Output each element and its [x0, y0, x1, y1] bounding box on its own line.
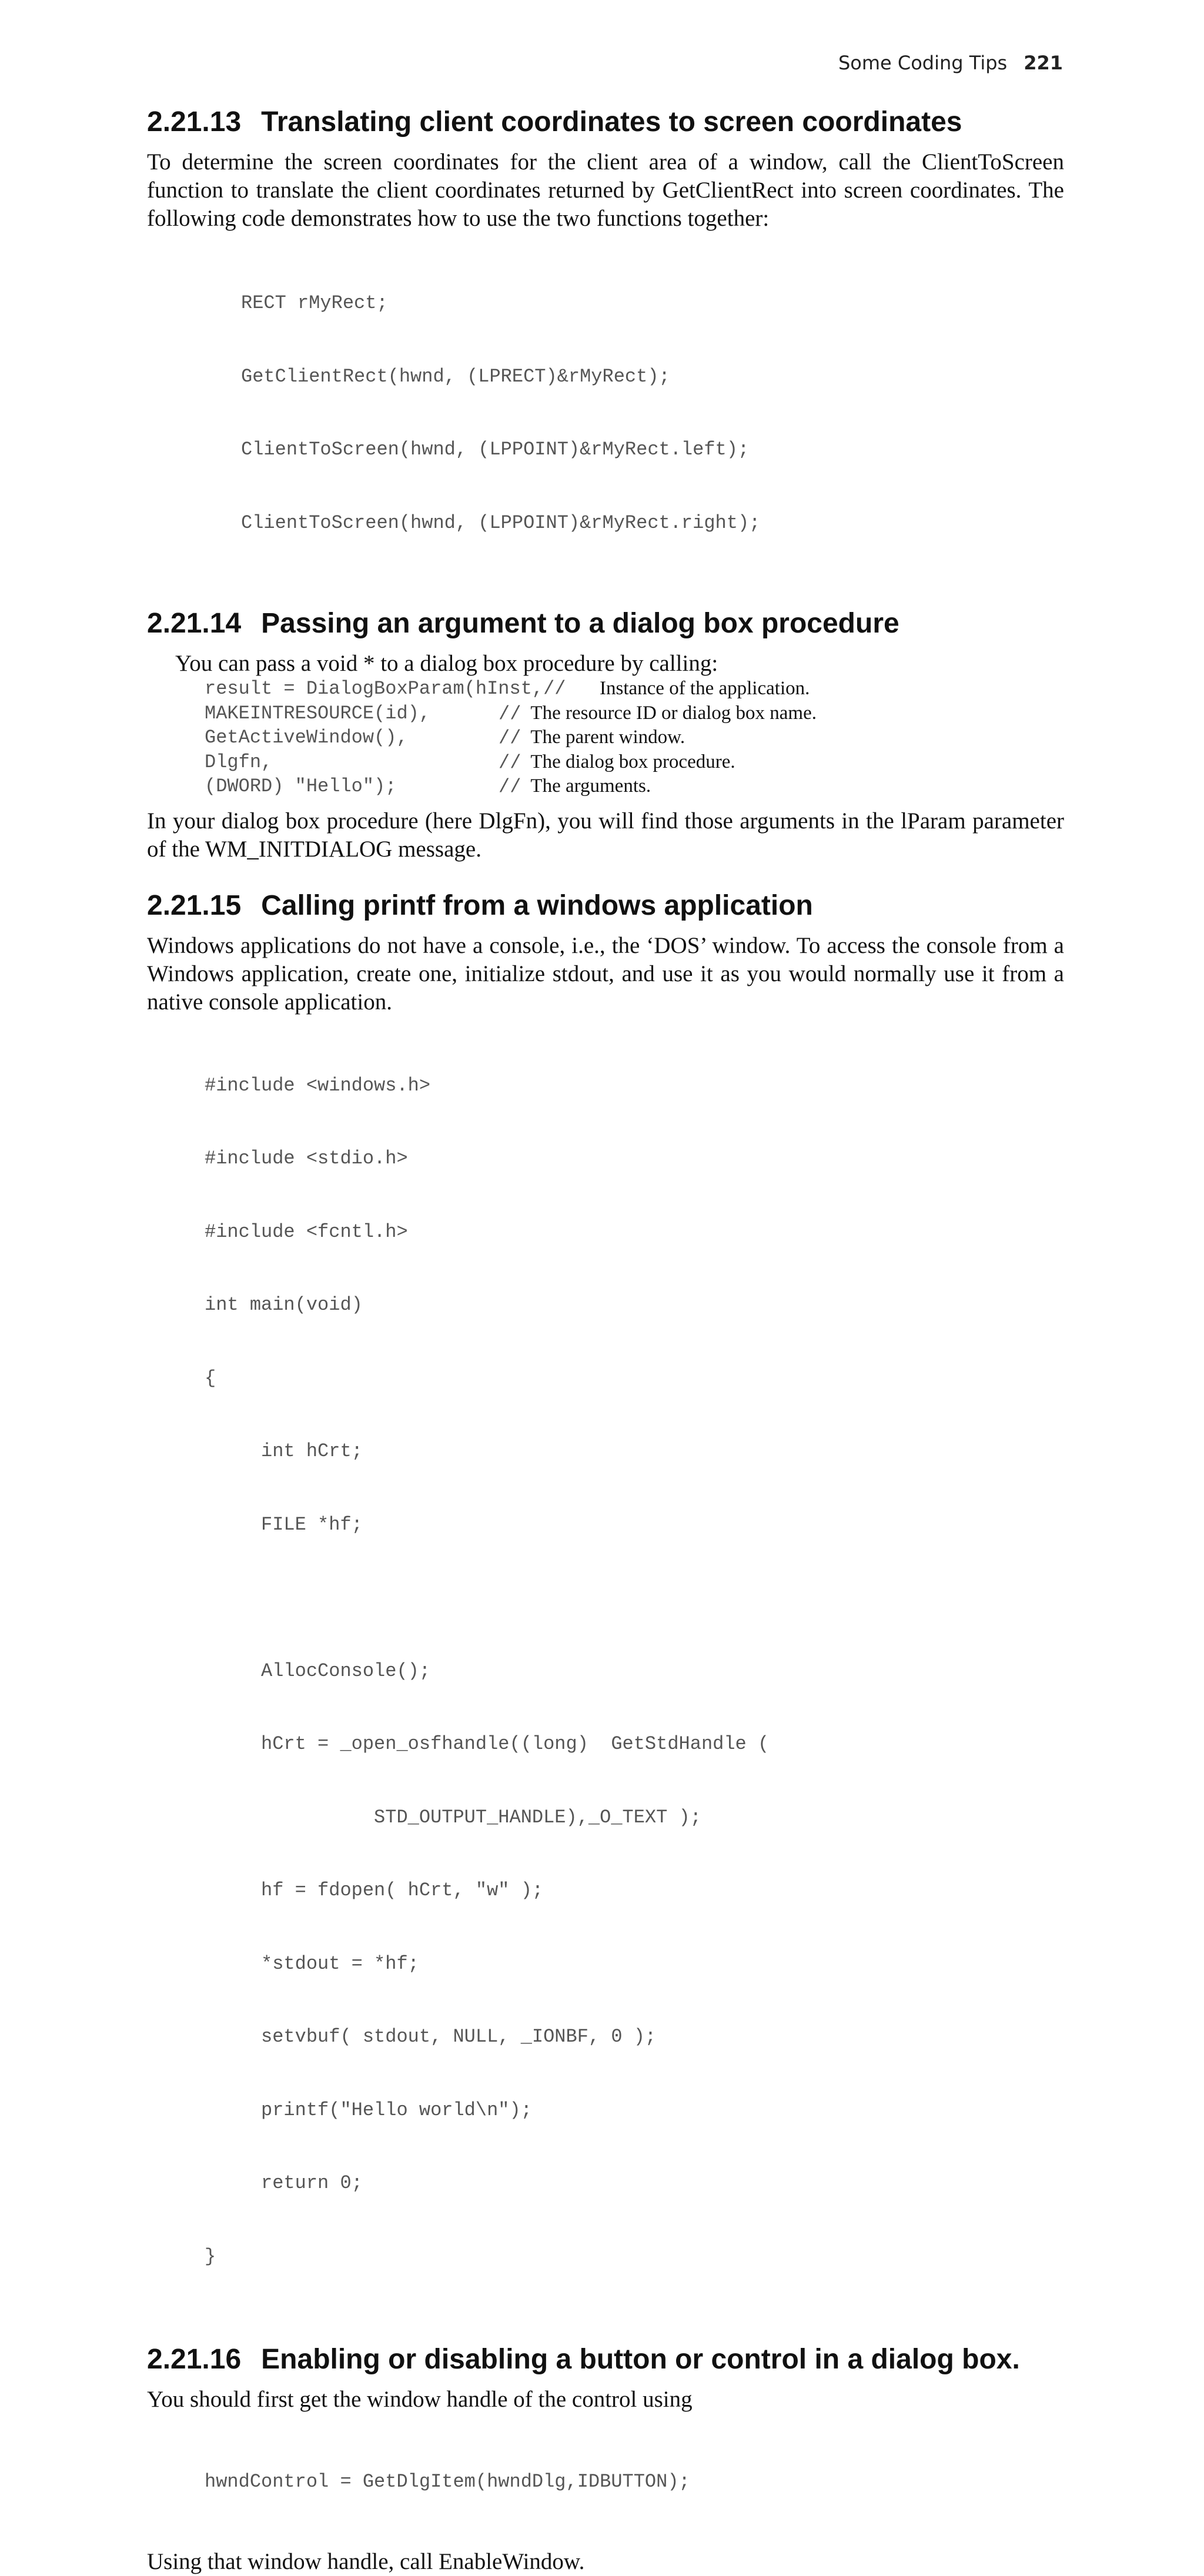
section-translating-coordinates: [147, 105, 1064, 584]
section-printf-windows: [147, 888, 1064, 2318]
code-block: [205, 2421, 1064, 2543]
paragraph: In your dialog box procedure (here DlgFn), you will find those arguments in the lParam parameter of the WM_INITDIALOG message.: [147, 808, 1064, 862]
code-comment: The dialog box procedure.: [530, 751, 735, 772]
paragraph: Windows applications do not have a console, i.e., the ‘DOS’ window. To access the console from a Windows application, create one, initialize stdout, and use it as you would normally use it from a native console application.: [147, 932, 1064, 1015]
code-line: [205, 727, 1064, 751]
section-heading: [147, 105, 1064, 140]
code-line: GetClientRect(hwnd, (LPRECT)&rMyRect);: [241, 365, 670, 387]
code-line: setvbuf( stdout, NULL, _IONBF, 0 );: [205, 2026, 657, 2048]
code-line: {: [205, 1367, 216, 1389]
section-enable-control: [147, 2342, 1064, 2576]
section-heading: [147, 888, 1064, 924]
section-title: Translating client coordinates to screen coordinates: [261, 106, 962, 138]
code-line: ClientToScreen(hwnd, (LPPOINT)&rMyRect.left);: [241, 439, 750, 460]
section-title: Enabling or disabling a button or control in a dialog box.: [261, 2344, 1020, 2375]
running-header: [838, 52, 1063, 74]
code-comment: The parent window.: [530, 727, 685, 748]
comment-marker: //: [499, 702, 521, 725]
code-line: FILE *hf;: [205, 1513, 363, 1535]
paragraph: To determine the screen coordinates for the client area of a window, call the ClientToScreen function to translate the client coordinates returned by GetClientRect into screen coordinates. The following code demonstrates how to use the two functions together:: [147, 149, 1064, 231]
section-heading: [147, 2342, 1064, 2377]
paragraph: You should first get the window handle of the control using: [147, 2387, 693, 2412]
code-line: #include <stdio.h>: [205, 1148, 408, 1169]
code-block: [205, 1025, 1064, 2318]
code-text: Dlgfn,: [205, 751, 273, 773]
code-line: printf("Hello world\n");: [205, 2099, 532, 2121]
code-line: [205, 751, 1064, 776]
code-line: [205, 702, 1064, 727]
code-line: #include <windows.h>: [205, 1074, 431, 1096]
code-block: [241, 242, 1064, 584]
code-block: [205, 678, 1064, 800]
code-text: MAKEINTRESOURCE(id),: [205, 702, 431, 724]
section-number: 2.21.15: [147, 889, 242, 921]
code-line: return 0;: [205, 2172, 363, 2194]
code-comment: Instance of the application.: [600, 678, 810, 699]
code-line: AllocConsole();: [205, 1660, 431, 1682]
code-line: ClientToScreen(hwnd, (LPPOINT)&rMyRect.right);: [241, 511, 761, 534]
running-title: Some Coding Tips: [838, 52, 1008, 74]
comment-marker: //: [499, 751, 521, 774]
code-line: }: [205, 2245, 216, 2267]
code-comment-group: [499, 751, 735, 774]
code-line: int main(void): [205, 1294, 363, 1316]
section-title: Calling printf from a windows application: [261, 889, 813, 921]
code-comment-group: [499, 775, 651, 798]
code-comment-group: [499, 702, 817, 725]
code-line: *stdout = *hf;: [205, 1952, 419, 1975]
code-line: hwndControl = GetDlgItem(hwndDlg,IDBUTTON);: [205, 2471, 690, 2493]
code-text: GetActiveWindow(),: [205, 727, 408, 748]
code-line: hf = fdopen( hCrt, "w" );: [205, 1879, 544, 1901]
section-number: 2.21.14: [147, 608, 242, 639]
section-heading: [147, 606, 1064, 641]
section-number: 2.21.16: [147, 2344, 242, 2375]
code-line: hCrt = _open_osfhandle((long) GetStdHandle (: [205, 1733, 770, 1755]
section-dialog-argument: [147, 606, 1064, 864]
code-text: result = DialogBoxParam(hInst,//: [205, 678, 566, 700]
code-line: int hCrt;: [205, 1440, 363, 1462]
comment-marker: //: [499, 727, 521, 749]
page-content: [147, 105, 1064, 2576]
code-comment-group: [499, 727, 685, 749]
code-line: RECT rMyRect;: [241, 292, 388, 314]
code-line: STD_OUTPUT_HANDLE),_O_TEXT );: [205, 1806, 701, 1828]
paragraph: Using that window handle, call EnableWindow.: [147, 2548, 585, 2574]
page-number: 221: [1024, 52, 1063, 74]
section-number: 2.21.13: [147, 106, 242, 138]
section-title: Passing an argument to a dialog box procedure: [261, 608, 899, 639]
comment-marker: //: [499, 776, 521, 798]
code-comment: The arguments.: [530, 775, 651, 797]
paragraph: You can pass a void * to a dialog box procedure by calling:: [175, 651, 718, 676]
code-line: [205, 1585, 1064, 1610]
code-line: #include <fcntl.h>: [205, 1220, 408, 1243]
code-text: (DWORD) "Hello");: [205, 775, 397, 797]
code-line: [205, 775, 1064, 800]
code-line: [205, 678, 1064, 702]
code-comment: The resource ID or dialog box name.: [530, 702, 817, 724]
